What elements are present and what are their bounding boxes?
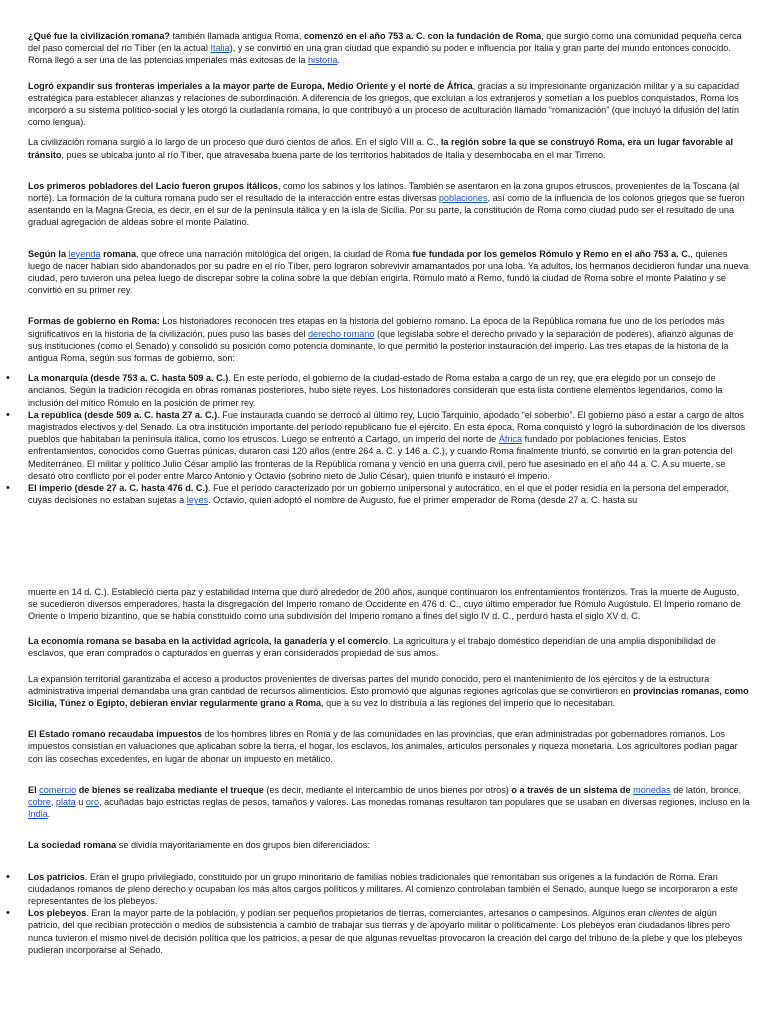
bold-text: Logró expandir sus fronteras imperiales a la mayor parte de Europa, Medio Oriente y el norte de África (28, 80, 473, 91)
text: fundado por poblaciones fenicias. Estos enfrentamientos, conocidos como Guerras púnicas, duraron casi 120 años (entre 264 a. C. y 146 a. C.), y cuando Roma finalmente triunfó, se convirtió en la gran potencia del Mediterráneo. El militar y político Julio César amplió las fronteras de la República romana y venció en una guerra civil, pero fue asesinado en el año 44 a. C. A su muerte, se desató otro conflicto por el poder entre Marco Antonio y Octavio (sobrino nieto de Julio César), quien triunfó e instauró el imperio. (28, 434, 733, 481)
link-africa[interactable]: África (498, 434, 523, 445)
text: . Octavio, quien adoptó el nombre de Augusto, fue el primer emperador de Roma (desde 27 a. C. hasta su (208, 495, 638, 506)
bold-text: provincias romanas, como Sicilia, Túnez o Egipto, debieran enviar regularmente grano a Roma (28, 685, 749, 708)
page-break-space (28, 507, 750, 586)
text: u (75, 796, 86, 807)
paragraph-expansion (28, 80, 750, 129)
link-comercio[interactable]: comercio (39, 784, 77, 795)
bold-text: La sociedad romana (28, 840, 117, 851)
link-oro[interactable]: oro (85, 796, 100, 807)
link-historia[interactable]: historia (307, 55, 338, 66)
text: se dividía mayoritariamente en dos grupos bien diferenciados: (116, 840, 370, 851)
text: ), y se convirtió en una gran ciudad que expandió su poder e influencia por Italia y gran parte del mundo entonces conocido. Roma llegó a ser una de las potencias imperiales más exitosas de la (28, 43, 731, 66)
text: , gracias a su impresionante organización militar y a su capacidad estratégica para establecer alianzas y relaciones de subordinación. A diferencia de los griegos, que excluían a los extranjeros y sometían a los pueblos conquistados, Roma los incorporó a su sistema político-social y les otorgó la ciudadanía romana, lo que contribuyó a un proceso de aculturación llamado “romanización” (que incluyó la difusión del latín como lengua). (28, 80, 740, 128)
bold-text: El Estado romano recaudaba impuestos (28, 729, 202, 740)
bold-text: Formas de gobierno en Roma: (28, 316, 160, 327)
bold-text: romana (100, 248, 137, 259)
text: , (50, 796, 56, 807)
bold-text: la región sobre la que se construyó Roma, era un lugar favorable al tránsito (28, 137, 733, 160)
bold-text: fue fundada por los gemelos Rómulo y Remo en el año 753 a. C. (412, 248, 691, 259)
bold-text: Los primeros pobladores del Lacio fueron grupos itálicos (28, 180, 278, 191)
text: de latón, bronce, (670, 784, 742, 795)
italic-text: clientes (648, 908, 680, 919)
paragraph-empire-continued (28, 586, 750, 623)
paragraph-economy (28, 635, 750, 659)
link-derecho-romano[interactable]: derecho romano (307, 328, 375, 339)
bold-text: La república (desde 509 a. C. hasta 27 a. C.) (28, 409, 218, 420)
bold-text: comenzó en el año 753 a. C. con la fundación de Roma (303, 31, 542, 41)
paragraph-settlers (28, 180, 750, 229)
text: Los historiadores reconocen tres etapas en la historia del gobierno romano. La época de la República romana fue uno de los períodos más significativos en la historia de la civilización, pues puso las bases del (28, 316, 725, 339)
text: , que ofrece una narración mitológica del origen, la ciudad de Roma (136, 248, 413, 259)
paragraph-government (28, 315, 750, 364)
link-monedas[interactable]: monedas (633, 784, 671, 795)
paragraph-commerce (28, 784, 750, 821)
list-item-republica (6, 408, 750, 482)
government-list (6, 372, 750, 506)
list-item-monarquia (6, 372, 750, 409)
text: muerte en 14 d. C.). Estableció cierta paz y estabilidad interna que duró alrededor de 200 años, aunque continuaron los enfrentamientos fronterizos. Tras la muerte de Augusto, se sucedieron diversos emperadores, hasta la disgregación del Imperio romano de Occidente en 476 d. C., cuyo último emperador fue Rómulo Augústulo. El Imperio romano de Oriente o Imperio bizantino, que se había constituido como una subdivisión del Imperio romano a fines del siglo IV d. C., perduró hasta el siglo XV d. C. (28, 586, 741, 621)
society-list (6, 870, 750, 956)
bold-text: El imperio (desde 27 a. C. hasta 476 d. C.) (28, 483, 209, 494)
text: (que legislaba sobre el derecho privado y la separación de poderes), afianzó algunas de sus instituciones (como el Senado) y consolidó su posición como potencia dominante, lo que permitió la posterior instauración del imperio. Las tres etapas de la historia de la antigua Roma, según sus formas de gobierno, son: (28, 328, 734, 364)
bullet-icon: • (6, 907, 10, 920)
text: , que surgió como una comunidad pequeña cerca del paso comercial del río Tíber (en la actual (28, 31, 742, 54)
paragraph-origin (28, 136, 750, 160)
bold-text: de bienes se realizaba mediante el trueque (76, 784, 264, 795)
text: . En este período, el gobierno de la ciudad-estado de Roma estaba a cargo de un rey, que era elegido por un consejo de ancianos. Según la tradición recogida en obras romanas posteriores, hubo siete reyes. Los historiadores consideran que esta lista contiene elementos legendarios, como la inclusión del mítico Rómulo en la posición de primer rey. (28, 373, 723, 408)
document-page (6, 30, 750, 956)
text: , como los sabinos y los latinos. También se asentaron en la zona grupos etruscos, provenientes de la Toscana (al norte). La formación de la cultura romana pudo ser el resultado de la interacción entre estas diversas (28, 180, 740, 204)
text: . Fue instaurada cuando se derrocó al último rey, Lucio Tarquinio, apodado “el soberbio”. El gobierno pasó a estar a cargo de altos magistrados electivos y del Senado. La otra institución importante del período republicano fue el ejército. En esta época, Roma conquistó y logró la subordinación de los diversos pueblos que habitaban la península itálica, como los etruscos. Luego se enfrentó a Cartago, un imperio del norte de (28, 409, 746, 445)
bullet-icon: • (6, 482, 10, 495)
text: también llamada antigua Roma, (169, 31, 304, 41)
bold-text: El (28, 784, 40, 795)
list-item-patricios (6, 870, 750, 908)
text: La civilización romana surgió a lo largo de un proceso que duró cientos de años. En el siglo VIII a. C., (28, 137, 441, 148)
list-item-imperio (6, 482, 750, 506)
bold-text: Según la (28, 248, 69, 259)
text: . Eran el grupo privilegiado, constituido por un grupo minoritario de familias nobles tradicionales que remontaban sus orígenes a la fundación de Roma. Eran ciudadanos romanos de pleno derecho y ocupaban los más altos cargos políticos y militares. Al comienzo controlaban también el Senado, aunque luego se incorporaron a este representantes de los plebeyos. (28, 871, 738, 906)
link-poblaciones[interactable]: poblaciones (438, 193, 488, 204)
paragraph-legend (28, 248, 750, 297)
link-leyenda[interactable]: leyenda (68, 248, 101, 259)
text: de los hombres libres en Roma y de las comunidades en las provincias, que eran administradas por gobernadores romanos. Los impuestos consistían en valuaciones que aplicaban sobre la tierra, el hogar, los esclavos, los animales, artículos personales y riqueza monetaria. Los agricultores podían pagar con las cosechas excedentes, en lugar de abonar un impuesto en metálico. (28, 729, 738, 764)
bold-text: ¿Qué fue la civilización romana? (28, 31, 170, 41)
text: (es decir, mediante el intercambio de unos bienes por otros) (263, 784, 512, 795)
link-plata[interactable]: plata (55, 796, 76, 807)
paragraph-expansion-resources (28, 673, 750, 710)
bold-text: Los plebeyos (28, 908, 87, 919)
paragraph-society (28, 839, 750, 851)
text: , así como de la influencia de los colonos griegos que se fueron asentando en la Magna Grecia, es decir, en el sur de la península itálica y en la isla de Sicilia. Por su parte, la constitución de Roma como ciudad pudo ser el resultado de una gradual agregación de aldeas sobre el monte Palatino. (28, 193, 745, 228)
bold-text: o a través de un sistema de (511, 784, 634, 795)
text: . Eran la mayor parte de la población, y podían ser pequeños propietarios de tierras, comerciantes, artesanos o campesinos. Algunos eran (86, 908, 649, 919)
text: . Fue el período caracterizado por un gobierno unipersonal y autocrático, en el que el poder residía en la persona del emperador, cuyas decisiones no estaban sujetas a (28, 483, 729, 506)
link-italia[interactable]: Italia (210, 43, 230, 54)
text: . (337, 55, 340, 66)
paragraph-intro (28, 30, 750, 67)
text: , quienes luego de nacer habían sido abandonados por su padre en el río Tíber, pero lograron sobrevivir amamantados por una loba. Ya adultos, los hermanos decidieron fundar una nueva ciudad, pero tuvieron una pelea luego de discrepar sobre la colina sobre la que debían erigirla. Rómulo mató a Remo, fundó la ciudad de Roma sobre el monte Palatino y se convirtió en su primer rey. (28, 248, 749, 296)
bullet-icon: • (6, 408, 10, 421)
paragraph-taxes (28, 728, 750, 765)
text: , acuñadas bajo estrictas reglas de pesos, tamaños y valores. Las monedas romanas resultaron tan populares que se usaban en diversas regiones, incluso en la (99, 796, 750, 807)
link-leyes[interactable]: leyes (186, 495, 209, 506)
bullet-icon: • (6, 870, 10, 883)
link-cobre[interactable]: cobre (28, 796, 51, 807)
text: . La agricultura y el trabajo doméstico dependían de una amplia disponibilidad de esclavos, que eran comprados o capturados en guerras y eran considerados propiedad de sus amos. (28, 636, 716, 659)
bold-text: Los patricios (28, 871, 85, 882)
link-india[interactable]: India (28, 809, 48, 820)
text: de algún patricio, del que recibían protección o medios de subsistencia a cambio de trabajar sus tierras y de apoyarlo militar o políticamente. Los plebeyos eran ciudadanos libres pero nunca tuvieron el mismo nivel de decisión política que los patricios, a pesar de que algunas revueltas provocaron la creación del cargo del tribuno de la plebe y que los plebeyos pudieran incorporarse al Senado. (28, 908, 743, 955)
text: , pues se ubicaba junto al río Tíber, que atravesaba buena parte de los territorios habitados de Italia y desembocaba en el mar Tirreno. (61, 149, 606, 160)
bullet-icon: • (6, 372, 10, 385)
text: . (47, 809, 51, 820)
bold-text: La monarquía (desde 753 a. C. hasta 509 a. C.) (28, 373, 229, 384)
text: , que a su vez lo distribuía a las regiones del imperio que lo necesitaban. (321, 697, 616, 708)
bold-text: La economía romana se basaba en la actividad agrícola, la ganadería y el comercio (28, 636, 389, 647)
text: La expansión territorial garantizaba el acceso a productos provenientes de diversas partes del mundo conocido, pero el mantenimiento de los ejércitos y de la estructura administrativa imperial demandaba una gran cantidad de recursos alimenticios. Esto promovió que algunas regiones agrícolas que se convirtieron en (28, 673, 710, 696)
list-item-plebeyos (6, 907, 750, 956)
